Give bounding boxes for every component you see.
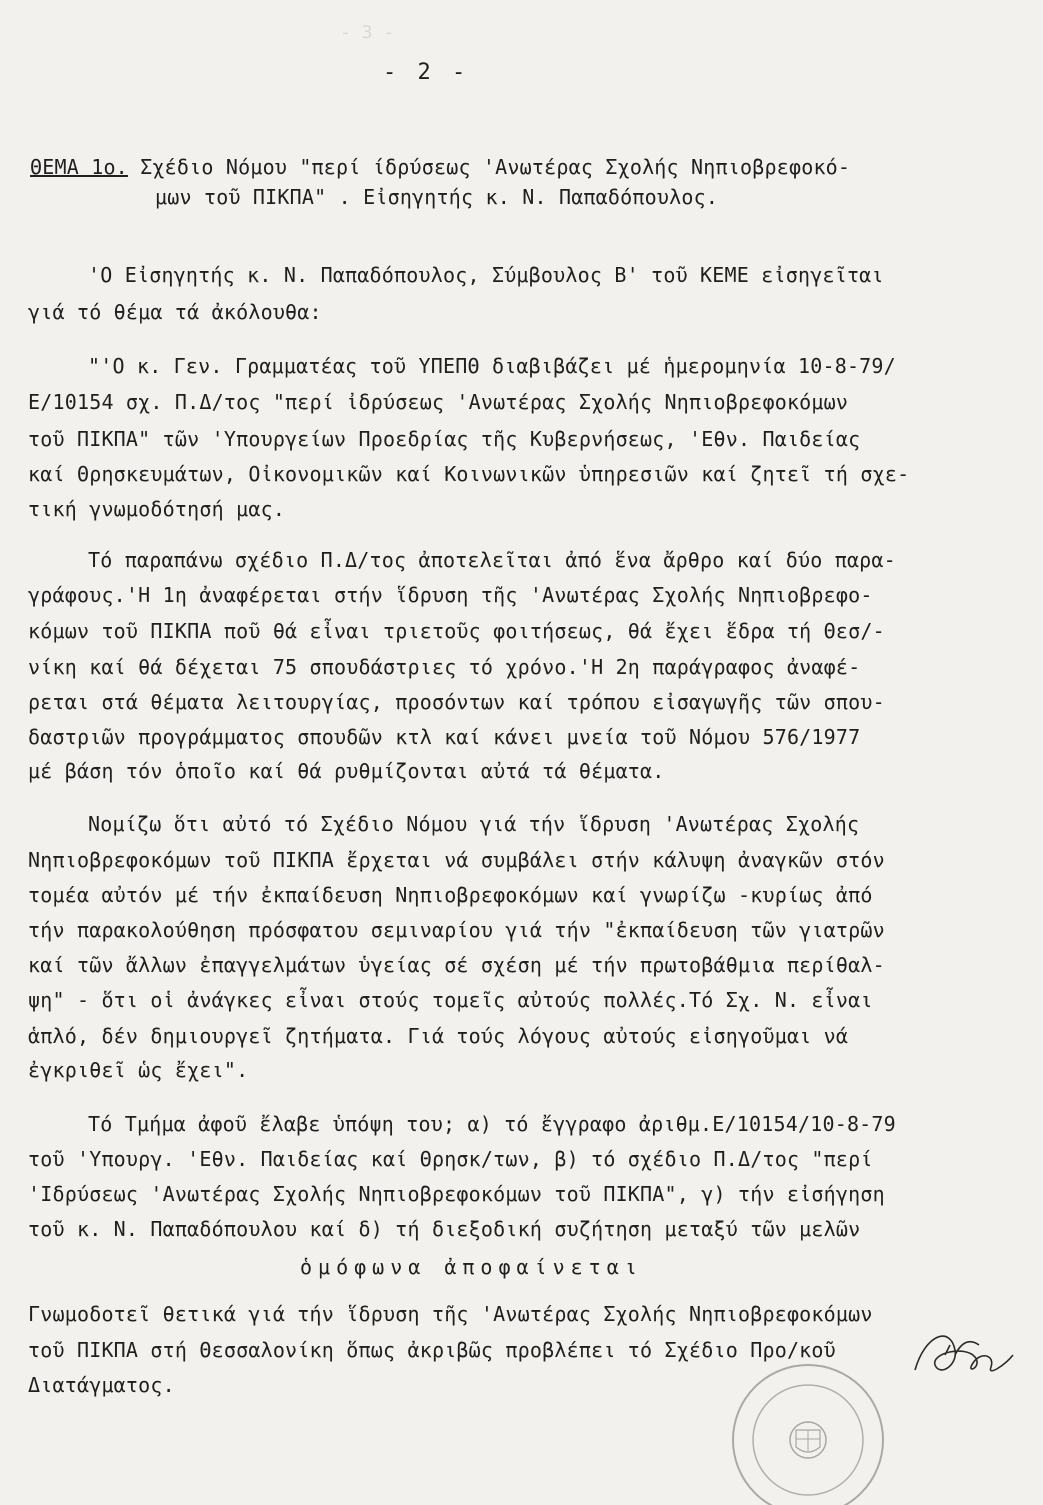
- bleed-through-page-number: - 3 -: [340, 22, 395, 43]
- signature: [895, 1315, 1035, 1395]
- p5-line-2: τοῦ ΠΙΚΠΑ στή Θεσσαλονίκη ὅπως ἀκριβῶς προβλέπει τό Σχέδιο Προ/κοῦ: [28, 1338, 836, 1362]
- p3-line-3: τομέα αὐτόν μέ τήν ἐκπαίδευση Νηπιοβρεφοκόμων καί γνωρίζω -κυρίως ἀπό: [28, 883, 873, 907]
- page-number: - 2 -: [383, 60, 470, 85]
- p2-line-1: Τό παραπάνω σχέδιο Π.Δ/τος ἀποτελεῖται ἀπό ἕνα ἄρθρο καί δύο παρα-: [88, 548, 896, 572]
- p2-line-6: δαστριῶν προγράμματος σπουδῶν κτλ καί κάνει μνεία τοῦ Νόμου 576/1977: [28, 725, 861, 749]
- p4-line-4: τοῦ κ. Ν. Παπαδόπουλου καί δ) τή διεξοδική συζήτηση μεταξύ τῶν μελῶν: [28, 1217, 861, 1241]
- p1-line-2: Ε/10154 σχ. Π.Δ/τος "περί ἰδρύσεως 'Ανωτέρας Σχολής Νηπιοβρεφοκόμων: [28, 390, 849, 414]
- topic-title-line-1: Σχέδιο Νόμου "περί ίδρύσεως 'Ανωτέρας Σχολής Νηπιοβρεφοκό-: [140, 155, 851, 179]
- p2-line-4: νίκη καί θά δέχεται 75 σπουδάστριες τό χρόνο.'Η 2η παράγραφος ἀναφέ-: [28, 655, 861, 679]
- p2-line-2: γράφους.'Η 1η ἀναφέρεται στήν ἵδρυση τῆς 'Ανωτέρας Σχολής Νηπιοβρεφο-: [28, 583, 873, 607]
- p2-line-7: μέ βάση τόν ὁποῖο καί θά ρυθμίζονται αὐτά τά θέματα.: [28, 759, 665, 783]
- p3-line-7: ἁπλό, δέν δημιουργεῖ ζητήματα. Γιά τούς λόγους αὐτούς εἰσηγοῦμαι νά: [28, 1024, 849, 1048]
- p1-line-1: "'Ο κ. Γεν. Γραμματέας τοῦ ΥΠΕΠΘ διαβιβάζει μέ ἡμερομηνία 10-8-79/: [88, 354, 896, 378]
- p3-line-4: τήν παρακολούθηση πρόσφατου σεμιναρίου γιά τήν "ἐκπαίδευση τῶν γιατρῶν: [28, 918, 885, 942]
- p3-line-2: Νηπιοβρεφοκόμων τοῦ ΠΙΚΠΑ ἔρχεται νά συμβάλει στήν κάλυψη ἀναγκῶν στόν: [28, 848, 885, 872]
- p2-line-5: ρεται στά θέματα λειτουργίας, προσόντων καί τρόπου εἰσαγωγῆς τῶν σπου-: [28, 690, 885, 714]
- decision-heading: ὁμόφωνα ἀποφαίνεται: [300, 1255, 643, 1279]
- topic-line-1: [30, 155, 850, 179]
- p5-line-1: Γνωμοδοτεῖ θετικά γιά τήν ἵδρυση τῆς 'Ανωτέρας Σχολής Νηπιοβρεφοκόμων: [28, 1302, 873, 1326]
- intro-line-2: γιά τό θέμα τά ἀκόλουθα:: [28, 300, 322, 324]
- p3-line-6: ψη" - ὅτι οἱ ἀνάγκες εἶναι στούς τομεῖς αὐτούς πολλές.Τό Σχ. Ν. εἶναι: [28, 988, 873, 1012]
- p1-line-3: τοῦ ΠΙΚΠΑ" τῶν 'Υπουργείων Προεδρίας τῆς Κυβερνήσεως, 'Εθν. Παιδείας: [28, 427, 861, 451]
- p3-line-8: ἐγκριθεῖ ὡς ἔχει".: [28, 1058, 249, 1082]
- p4-line-1: Τό Τμήμα ἀφοῦ ἔλαβε ὑπόψη του; α) τό ἔγγραφο ἀριθμ.Ε/10154/10-8-79: [88, 1112, 896, 1136]
- p1-line-4: καί Θρησκευμάτων, Οἰκονομικῶν καί Κοινωνικῶν ὑπηρεσιῶν καί ζητεῖ τή σχε-: [28, 462, 910, 486]
- p5-line-3: Διατάγματος.: [28, 1373, 175, 1397]
- p1-line-5: τική γνωμοδότησή μας.: [28, 497, 286, 521]
- topic-title-line-2: μων τοῦ ΠΙΚΠΑ" . Εἰσηγητής κ. Ν. Παπαδόπουλος.: [155, 185, 719, 209]
- intro-line-1: 'Ο Εἰσηγητής κ. Ν. Παπαδόπουλος, Σύμβουλος Β' τοῦ ΚΕΜΕ εἰσηγεῖται: [88, 263, 884, 287]
- p3-line-1: Νομίζω ὅτι αὐτό τό Σχέδιο Νόμου γιά τήν ἵδρυση 'Ανωτέρας Σχολής: [88, 812, 860, 836]
- official-stamp: [688, 1345, 928, 1505]
- p2-line-3: κόμων τοῦ ΠΙΚΠΑ ποῦ θά εἶναι τριετοῦς φοιτήσεως, θά ἔχει ἕδρα τή Θεσ/-: [28, 619, 885, 643]
- p4-line-2: τοῦ 'Υπουργ. 'Εθν. Παιδείας καί Θρησκ/των, β) τό σχέδιο Π.Δ/τος "περί: [28, 1147, 873, 1171]
- p4-line-3: 'Ιδρύσεως 'Ανωτέρας Σχολής Νηπιοβρεφοκόμων τοῦ ΠΙΚΠΑ", γ) τήν εἰσήγηση: [28, 1182, 885, 1206]
- p3-line-5: καί τῶν ἄλλων ἐπαγγελμάτων ὑγείας σέ σχέση μέ τήν πρωτοβάθμια περίθαλ-: [28, 953, 885, 977]
- topic-label: ΘΕΜΑ 1ο.: [30, 155, 128, 179]
